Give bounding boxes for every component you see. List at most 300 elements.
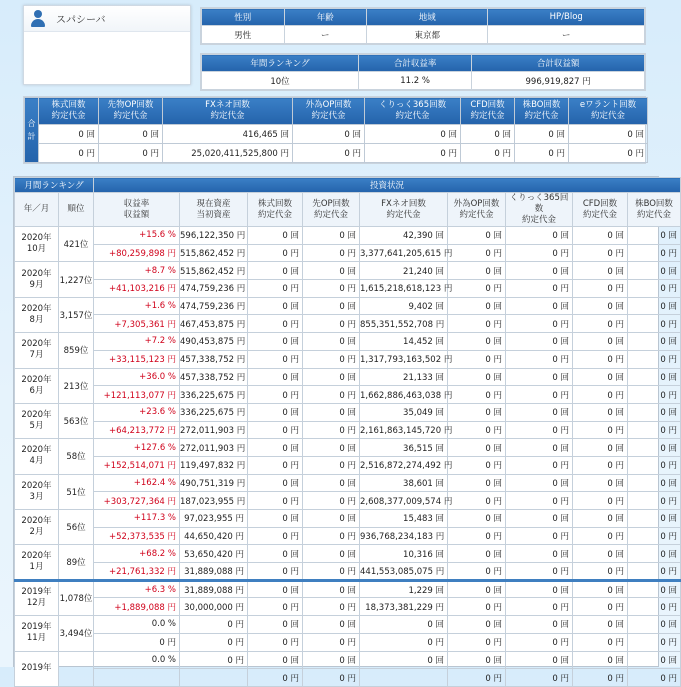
month-fxop-amount: 0 円 xyxy=(448,598,506,616)
month-stock-count: 0 回 xyxy=(248,474,303,492)
month-rate: +15.6 % xyxy=(94,227,180,245)
month-click365-count: 0 回 xyxy=(506,439,573,457)
month-cfd-amount: 0 円 xyxy=(573,598,628,616)
month-cfd-amount: 0 円 xyxy=(573,244,628,262)
month-stock-amount: 0 円 xyxy=(248,421,303,439)
month-stock-count: 0 回 xyxy=(248,368,303,386)
month-futures-count: 0 回 xyxy=(303,545,360,563)
month-stockbo-count: 0 回 xyxy=(628,262,681,280)
profile-header-blog: HP/Blog xyxy=(488,9,645,26)
month-click365-amount: 0 円 xyxy=(506,633,573,651)
month-rank xyxy=(59,651,94,686)
summary-count: 0 回 xyxy=(293,125,365,144)
month-current-assets: 97,023,955 円 xyxy=(180,510,248,528)
month-rank: 1,078位 xyxy=(59,580,94,615)
month-click365-count: 0 回 xyxy=(506,297,573,315)
month-futures-count: 0 回 xyxy=(303,333,360,351)
month-fxop-amount: 0 円 xyxy=(448,421,506,439)
month-profit: +303,727,364 円 xyxy=(94,492,180,510)
month-fxop-count: 0 回 xyxy=(448,333,506,351)
month-stock-amount: 0 円 xyxy=(248,492,303,510)
month-rate: +36.0 % xyxy=(94,368,180,386)
monthly-column-header: 先OP回数 約定代金 xyxy=(303,193,360,227)
month-fx-amount: 2,608,377,009,574 円 xyxy=(360,492,448,510)
summary-header: 株式回数 約定代金 xyxy=(39,98,99,125)
month-rate: +162.4 % xyxy=(94,474,180,492)
month-stock-amount: 0 円 xyxy=(248,350,303,368)
month-fx-amount: 441,553,085,075 円 xyxy=(360,563,448,581)
month-fxop-amount: 0 円 xyxy=(448,492,506,510)
summary-amount: 0 円 xyxy=(569,144,648,163)
month-date: 2020年 1月 xyxy=(15,545,59,580)
month-cfd-amount: 0 円 xyxy=(573,563,628,581)
month-profit: +152,514,071 円 xyxy=(94,456,180,474)
month-fxop-amount: 0 円 xyxy=(448,244,506,262)
month-stock-amount: 0 円 xyxy=(248,598,303,616)
month-initial-assets: 457,338,752 円 xyxy=(180,350,248,368)
month-click365-amount: 0 円 xyxy=(506,421,573,439)
month-fx-count: 38,601 回 xyxy=(360,474,448,492)
month-fx-count: 15,483 回 xyxy=(360,510,448,528)
month-fxop-count: 0 回 xyxy=(448,474,506,492)
summary-count: 0 回 xyxy=(461,125,515,144)
stats-total-rate: 11.2 % xyxy=(358,72,471,90)
month-fxop-count: 0 回 xyxy=(448,227,506,245)
month-stock-count: 0 回 xyxy=(248,439,303,457)
month-profit xyxy=(94,669,180,687)
month-rank: 3,157位 xyxy=(59,297,94,332)
month-current-assets: 490,453,875 円 xyxy=(180,333,248,351)
month-rank: 56位 xyxy=(59,510,94,545)
month-fx-count: 21,133 回 xyxy=(360,368,448,386)
month-stock-amount: 0 円 xyxy=(248,669,303,687)
month-profit: +52,373,535 円 xyxy=(94,527,180,545)
profile-age: ー xyxy=(284,26,367,44)
month-stockbo-amount: 0 円 xyxy=(628,386,681,404)
monthly-column-header: 順位 xyxy=(59,193,94,227)
month-stockbo-count: 0 回 xyxy=(628,368,681,386)
month-cfd-count: 0 回 xyxy=(573,474,628,492)
month-stockbo-amount: 0 円 xyxy=(628,669,681,687)
month-click365-amount: 0 円 xyxy=(506,244,573,262)
month-stockbo-amount: 0 円 xyxy=(628,456,681,474)
stats-header-annual-rank: 年間ランキング xyxy=(202,55,359,72)
month-stock-count: 0 回 xyxy=(248,616,303,634)
month-futures-amount: 0 円 xyxy=(303,456,360,474)
month-fx-count: 21,240 回 xyxy=(360,262,448,280)
month-futures-amount: 0 円 xyxy=(303,386,360,404)
summary-header: FXネオ回数 約定代金 xyxy=(163,98,293,125)
summary-header: 先物OP回数 約定代金 xyxy=(99,98,163,125)
month-fx-count: 0 回 xyxy=(360,651,448,669)
month-cfd-amount: 0 円 xyxy=(573,280,628,298)
month-initial-assets: 0 円 xyxy=(180,633,248,651)
month-futures-count: 0 回 xyxy=(303,368,360,386)
profile-blog: ー xyxy=(488,26,645,44)
summary-amount: 25,020,411,525,800 円 xyxy=(163,144,293,163)
month-stockbo-amount: 0 円 xyxy=(628,315,681,333)
month-futures-amount: 0 円 xyxy=(303,492,360,510)
month-cfd-count: 0 回 xyxy=(573,510,628,528)
month-stockbo-amount: 0 円 xyxy=(628,280,681,298)
month-cfd-count: 0 回 xyxy=(573,227,628,245)
month-click365-count: 0 回 xyxy=(506,403,573,421)
month-initial-assets: 119,497,832 円 xyxy=(180,456,248,474)
month-date: 2020年 2月 xyxy=(15,510,59,545)
month-current-assets: 457,338,752 円 xyxy=(180,368,248,386)
month-date: 2019年 xyxy=(15,651,59,686)
month-initial-assets: 474,759,236 円 xyxy=(180,280,248,298)
month-date: 2020年 8月 xyxy=(15,297,59,332)
month-current-assets: 53,650,420 円 xyxy=(180,545,248,563)
user-name: スパシーバ xyxy=(56,15,106,26)
monthly-ranking-title: 月間ランキング xyxy=(15,178,94,193)
month-current-assets: 336,225,675 円 xyxy=(180,403,248,421)
month-initial-assets: 336,225,675 円 xyxy=(180,386,248,404)
month-fx-amount: 855,351,552,708 円 xyxy=(360,315,448,333)
month-cfd-count: 0 回 xyxy=(573,403,628,421)
month-fxop-count: 0 回 xyxy=(448,439,506,457)
month-stock-count: 0 回 xyxy=(248,403,303,421)
month-fxop-amount: 0 円 xyxy=(448,350,506,368)
month-stock-count: 0 回 xyxy=(248,333,303,351)
month-cfd-count: 0 回 xyxy=(573,651,628,669)
month-futures-amount: 0 円 xyxy=(303,527,360,545)
month-cfd-count: 0 回 xyxy=(573,580,628,598)
month-rate: +117.3 % xyxy=(94,510,180,528)
profile-header-gender: 性別 xyxy=(202,9,285,26)
month-stockbo-amount: 0 円 xyxy=(628,563,681,581)
month-profit: +80,259,898 円 xyxy=(94,244,180,262)
summary-amount: 0 円 xyxy=(293,144,365,163)
month-stock-amount: 0 円 xyxy=(248,280,303,298)
month-current-assets: 31,889,088 円 xyxy=(180,580,248,598)
month-fxop-count: 0 回 xyxy=(448,262,506,280)
summary-amount: 0 円 xyxy=(39,144,99,163)
user-card-header xyxy=(24,6,190,32)
month-fx-count: 42,390 回 xyxy=(360,227,448,245)
month-fx-amount: 2,161,863,145,720 円 xyxy=(360,421,448,439)
month-stockbo-amount: 0 円 xyxy=(628,492,681,510)
summary-count: 416,465 回 xyxy=(163,125,293,144)
month-fx-count: 10,316 回 xyxy=(360,545,448,563)
month-cfd-amount: 0 円 xyxy=(573,421,628,439)
month-stockbo-amount: 0 円 xyxy=(628,527,681,545)
month-stock-count: 0 回 xyxy=(248,297,303,315)
month-stock-count: 0 回 xyxy=(248,545,303,563)
month-futures-count: 0 回 xyxy=(303,510,360,528)
month-stock-amount: 0 円 xyxy=(248,456,303,474)
month-stockbo-count: 0 回 xyxy=(628,297,681,315)
month-initial-assets: 31,889,088 円 xyxy=(180,563,248,581)
month-fxop-amount: 0 円 xyxy=(448,669,506,687)
month-stock-amount: 0 円 xyxy=(248,315,303,333)
month-stockbo-count: 0 回 xyxy=(628,651,681,669)
month-cfd-amount: 0 円 xyxy=(573,350,628,368)
stats-table xyxy=(200,53,646,91)
month-stockbo-count: 0 回 xyxy=(628,227,681,245)
month-fx-amount: 936,768,234,183 円 xyxy=(360,527,448,545)
monthly-column-header: 収益率 収益額 xyxy=(94,193,180,227)
month-stock-amount: 0 円 xyxy=(248,244,303,262)
month-fxop-count: 0 回 xyxy=(448,510,506,528)
summary-header: CFD回数 約定代金 xyxy=(461,98,515,125)
month-click365-amount: 0 円 xyxy=(506,669,573,687)
month-futures-count: 0 回 xyxy=(303,227,360,245)
month-futures-count: 0 回 xyxy=(303,297,360,315)
month-click365-amount: 0 円 xyxy=(506,315,573,333)
monthly-column-header: 現在資産 当初資産 xyxy=(180,193,248,227)
month-stock-count: 0 回 xyxy=(248,651,303,669)
month-click365-count: 0 回 xyxy=(506,651,573,669)
month-stockbo-count: 0 回 xyxy=(628,545,681,563)
month-fxop-count: 0 回 xyxy=(448,580,506,598)
profile-header-region: 地域 xyxy=(367,9,488,26)
monthly-column-header: 年／月 xyxy=(15,193,59,227)
month-futures-amount: 0 円 xyxy=(303,598,360,616)
summary-table xyxy=(23,96,646,164)
summary-header: 株BO回数 約定代金 xyxy=(515,98,569,125)
month-futures-amount: 0 円 xyxy=(303,669,360,687)
month-cfd-amount: 0 円 xyxy=(573,492,628,510)
month-click365-amount: 0 円 xyxy=(506,456,573,474)
month-date: 2020年 9月 xyxy=(15,262,59,297)
month-click365-count: 0 回 xyxy=(506,368,573,386)
month-rate: 0.0 % xyxy=(94,651,180,669)
profile-header-age: 年齢 xyxy=(284,9,367,26)
month-fxop-count: 0 回 xyxy=(448,403,506,421)
month-futures-amount: 0 円 xyxy=(303,633,360,651)
month-stock-count: 0 回 xyxy=(248,227,303,245)
month-date: 2020年 10月 xyxy=(15,227,59,262)
month-fx-amount: 3,377,641,205,615 円 xyxy=(360,244,448,262)
month-initial-assets: 515,862,452 円 xyxy=(180,244,248,262)
month-fxop-amount: 0 円 xyxy=(448,315,506,333)
month-click365-count: 0 回 xyxy=(506,474,573,492)
month-cfd-count: 0 回 xyxy=(573,333,628,351)
month-profit: +7,305,361 円 xyxy=(94,315,180,333)
month-fx-count: 36,515 回 xyxy=(360,439,448,457)
month-fx-count: 0 回 xyxy=(360,616,448,634)
month-date: 2020年 4月 xyxy=(15,439,59,474)
month-rank: 563位 xyxy=(59,403,94,438)
month-rate: +8.7 % xyxy=(94,262,180,280)
month-stockbo-amount: 0 円 xyxy=(628,350,681,368)
month-date: 2020年 3月 xyxy=(15,474,59,509)
month-stock-amount: 0 円 xyxy=(248,633,303,651)
month-stock-count: 0 回 xyxy=(248,510,303,528)
month-cfd-count: 0 回 xyxy=(573,262,628,280)
month-rank: 51位 xyxy=(59,474,94,509)
month-stockbo-amount: 0 円 xyxy=(628,421,681,439)
month-click365-count: 0 回 xyxy=(506,616,573,634)
month-futures-amount: 0 円 xyxy=(303,563,360,581)
month-date: 2020年 7月 xyxy=(15,333,59,368)
month-stockbo-amount: 0 円 xyxy=(628,633,681,651)
month-cfd-count: 0 回 xyxy=(573,368,628,386)
month-rank: 421位 xyxy=(59,227,94,262)
month-date: 2019年 11月 xyxy=(15,616,59,651)
month-click365-count: 0 回 xyxy=(506,262,573,280)
monthly-column-header: FXネオ回数 約定代金 xyxy=(360,193,448,227)
month-fx-count: 35,049 回 xyxy=(360,403,448,421)
profile-table xyxy=(200,7,646,45)
month-profit: +121,113,077 円 xyxy=(94,386,180,404)
month-fx-amount xyxy=(360,669,448,687)
summary-amount: 0 円 xyxy=(515,144,569,163)
month-futures-amount: 0 円 xyxy=(303,421,360,439)
month-current-assets: 0 円 xyxy=(180,616,248,634)
month-initial-assets xyxy=(180,669,248,687)
month-cfd-amount: 0 円 xyxy=(573,669,628,687)
month-rank: 213位 xyxy=(59,368,94,403)
summary-count: 0 回 xyxy=(99,125,163,144)
month-click365-amount: 0 円 xyxy=(506,492,573,510)
month-initial-assets: 30,000,000 円 xyxy=(180,598,248,616)
month-futures-amount: 0 円 xyxy=(303,350,360,368)
month-current-assets: 515,862,452 円 xyxy=(180,262,248,280)
month-rank: 1,227位 xyxy=(59,262,94,297)
summary-count: 0 回 xyxy=(365,125,461,144)
month-current-assets: 0 円 xyxy=(180,651,248,669)
month-fxop-amount: 0 円 xyxy=(448,456,506,474)
month-fxop-amount: 0 円 xyxy=(448,563,506,581)
month-cfd-count: 0 回 xyxy=(573,439,628,457)
month-cfd-amount: 0 円 xyxy=(573,633,628,651)
stats-header-total-rate: 合計収益率 xyxy=(358,55,471,72)
month-profit: +64,213,772 円 xyxy=(94,421,180,439)
month-fx-count: 14,452 回 xyxy=(360,333,448,351)
month-profit: +41,103,216 円 xyxy=(94,280,180,298)
month-click365-count: 0 回 xyxy=(506,545,573,563)
month-click365-count: 0 回 xyxy=(506,227,573,245)
monthly-column-header: CFD回数 約定代金 xyxy=(573,193,628,227)
monthly-column-header: くりっく365回数 約定代金 xyxy=(506,193,573,227)
month-fxop-count: 0 回 xyxy=(448,297,506,315)
month-futures-count: 0 回 xyxy=(303,474,360,492)
summary-count: 0 回 xyxy=(515,125,569,144)
month-futures-count: 0 回 xyxy=(303,439,360,457)
month-profit: 0 円 xyxy=(94,633,180,651)
month-click365-count: 0 回 xyxy=(506,333,573,351)
monthly-column-header: 株BO回数 約定代金 xyxy=(628,193,681,227)
month-rate: +68.2 % xyxy=(94,545,180,563)
month-profit: +33,115,123 円 xyxy=(94,350,180,368)
month-fx-amount: 1,615,218,618,123 円 xyxy=(360,280,448,298)
month-rate: +127.6 % xyxy=(94,439,180,457)
summary-amount: 0 円 xyxy=(99,144,163,163)
month-current-assets: 474,759,236 円 xyxy=(180,297,248,315)
month-stockbo-count: 0 回 xyxy=(628,403,681,421)
month-stock-amount: 0 円 xyxy=(248,386,303,404)
month-rate: +23.6 % xyxy=(94,403,180,421)
month-stock-count: 0 回 xyxy=(248,580,303,598)
month-rank: 859位 xyxy=(59,333,94,368)
month-fxop-count: 0 回 xyxy=(448,616,506,634)
summary-side-label: 合計 xyxy=(25,98,39,163)
summary-amount: 0 円 xyxy=(365,144,461,163)
month-stockbo-count: 0 回 xyxy=(628,333,681,351)
summary-amount: 0 円 xyxy=(461,144,515,163)
month-initial-assets: 44,650,420 円 xyxy=(180,527,248,545)
summary-count: 0 回 xyxy=(569,125,648,144)
month-stockbo-count: 0 回 xyxy=(628,439,681,457)
month-cfd-amount: 0 円 xyxy=(573,527,628,545)
month-stockbo-count: 0 回 xyxy=(628,510,681,528)
summary-header: eワラント回数 約定代金 xyxy=(569,98,648,125)
month-stockbo-count: 0 回 xyxy=(628,474,681,492)
month-profit: +21,761,332 円 xyxy=(94,563,180,581)
monthly-table xyxy=(13,176,677,684)
month-futures-amount: 0 円 xyxy=(303,244,360,262)
profile-gender: 男性 xyxy=(202,26,285,44)
month-futures-count: 0 回 xyxy=(303,616,360,634)
month-futures-amount: 0 円 xyxy=(303,280,360,298)
summary-header: 外為OP回数 約定代金 xyxy=(293,98,365,125)
month-date: 2020年 5月 xyxy=(15,403,59,438)
month-cfd-count: 0 回 xyxy=(573,545,628,563)
month-rate: 0.0 % xyxy=(94,616,180,634)
month-fxop-count: 0 回 xyxy=(448,545,506,563)
month-click365-count: 0 回 xyxy=(506,580,573,598)
summary-count: 0 回 xyxy=(39,125,99,144)
month-stockbo-count: 0 回 xyxy=(628,580,681,598)
month-current-assets: 596,122,350 円 xyxy=(180,227,248,245)
month-cfd-amount: 0 円 xyxy=(573,456,628,474)
month-fxop-count: 0 回 xyxy=(448,651,506,669)
month-fxop-amount: 0 円 xyxy=(448,527,506,545)
month-current-assets: 490,751,319 円 xyxy=(180,474,248,492)
investment-status-title: 投資状況 xyxy=(94,178,681,193)
month-fxop-count: 0 回 xyxy=(448,368,506,386)
month-profit: +1,889,088 円 xyxy=(94,598,180,616)
month-click365-amount: 0 円 xyxy=(506,280,573,298)
month-futures-count: 0 回 xyxy=(303,262,360,280)
stats-annual-rank: 10位 xyxy=(202,72,359,90)
month-fxop-amount: 0 円 xyxy=(448,280,506,298)
month-date: 2019年 12月 xyxy=(15,580,59,615)
month-fxop-amount: 0 円 xyxy=(448,633,506,651)
month-futures-amount: 0 円 xyxy=(303,315,360,333)
month-fxop-amount: 0 円 xyxy=(448,386,506,404)
month-click365-amount: 0 円 xyxy=(506,350,573,368)
month-cfd-amount: 0 円 xyxy=(573,315,628,333)
month-fx-amount: 0 円 xyxy=(360,633,448,651)
month-cfd-count: 0 回 xyxy=(573,297,628,315)
month-rank: 58位 xyxy=(59,439,94,474)
stats-header-total-profit: 合計収益額 xyxy=(472,55,645,72)
month-click365-count: 0 回 xyxy=(506,510,573,528)
month-rank: 3,494位 xyxy=(59,616,94,651)
month-futures-count: 0 回 xyxy=(303,403,360,421)
month-fx-amount: 2,516,872,274,492 円 xyxy=(360,456,448,474)
month-cfd-count: 0 回 xyxy=(573,616,628,634)
month-cfd-amount: 0 円 xyxy=(573,386,628,404)
month-click365-amount: 0 円 xyxy=(506,386,573,404)
month-stock-count: 0 回 xyxy=(248,262,303,280)
user-icon xyxy=(30,10,46,28)
month-fx-amount: 18,373,381,229 円 xyxy=(360,598,448,616)
month-initial-assets: 272,011,903 円 xyxy=(180,421,248,439)
month-fx-amount: 1,317,793,163,502 円 xyxy=(360,350,448,368)
month-futures-count: 0 回 xyxy=(303,651,360,669)
month-futures-count: 0 回 xyxy=(303,580,360,598)
month-initial-assets: 467,453,875 円 xyxy=(180,315,248,333)
month-initial-assets: 187,023,955 円 xyxy=(180,492,248,510)
month-rate: +6.3 % xyxy=(94,580,180,598)
month-stockbo-count: 0 回 xyxy=(628,616,681,634)
month-current-assets: 272,011,903 円 xyxy=(180,439,248,457)
